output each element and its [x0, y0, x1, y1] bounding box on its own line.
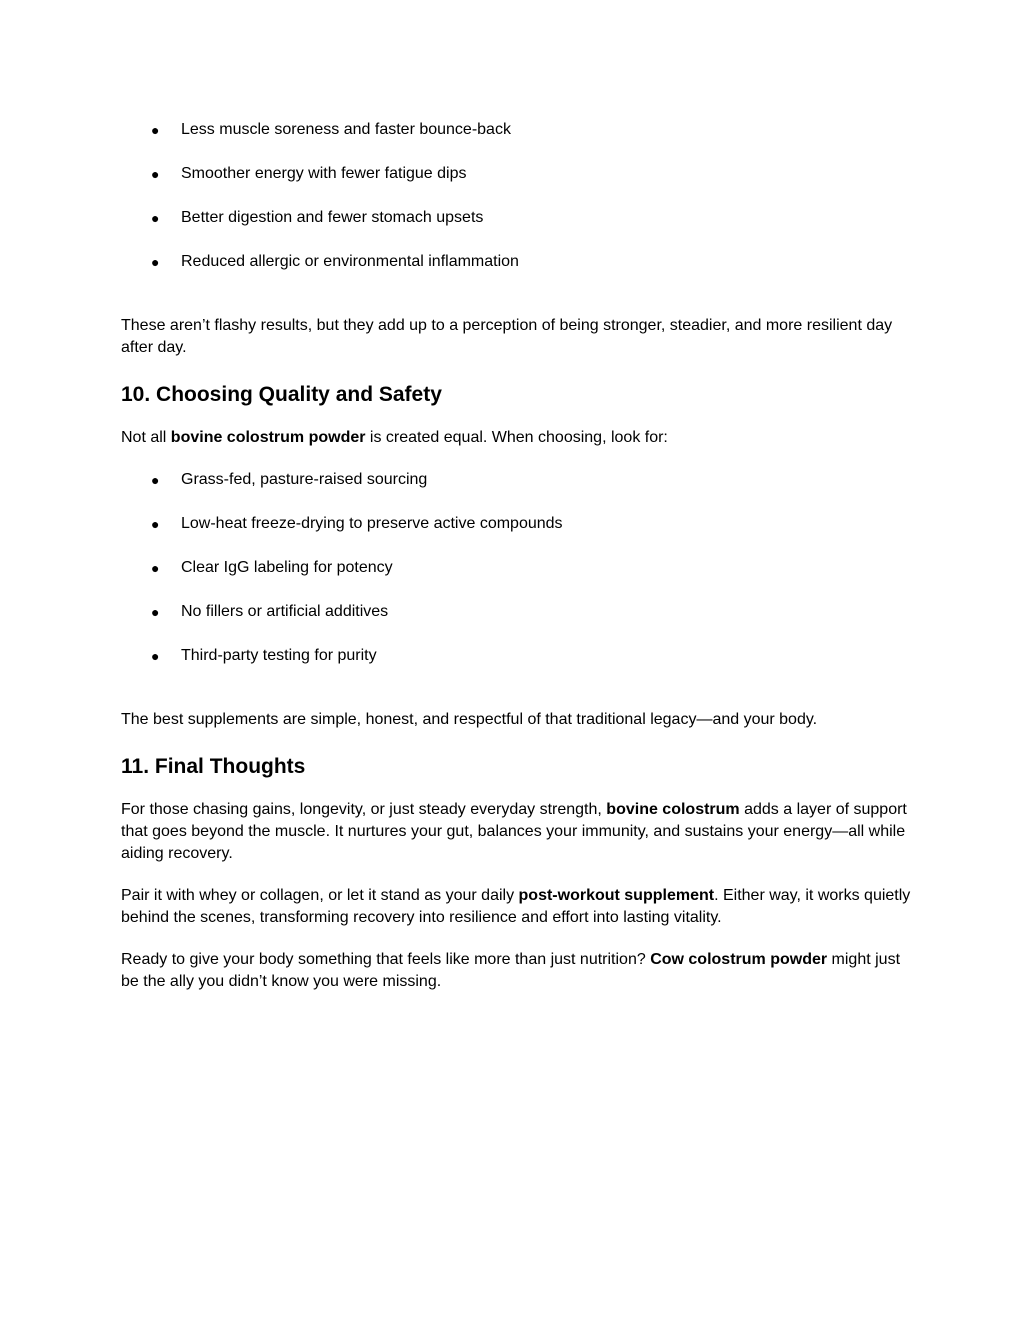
list-item-text: Third-party testing for purity: [181, 647, 377, 664]
list-item: [121, 601, 911, 623]
final-thoughts-paragraph-2: [121, 885, 911, 929]
paragraph-bold-text: Cow colostrum powder: [650, 951, 828, 968]
paragraph-text: For those chasing gains, longevity, or just steady everyday strength,: [121, 801, 607, 818]
list-item-text: No fillers or artificial additives: [181, 603, 389, 620]
paragraph-bold-text: post-workout supplement: [518, 887, 715, 904]
paragraph-text-end: might just be the ally you didn’t know you were missing.: [121, 951, 901, 990]
list-item: [121, 163, 911, 185]
section-10-closing: The best supplements are simple, honest, and respectful of that traditional legacy—and your body.: [121, 711, 818, 728]
list-item-text: Low-heat freeze-drying to preserve active compounds: [181, 515, 563, 532]
list-item-text: Better digestion and fewer stomach upsets: [181, 209, 484, 226]
paragraph-text-end: . Either way, it works quietly behind the scenes, transforming recovery into resilience and effort into lasting vitality.: [121, 887, 911, 926]
list-item-text: Reduced allergic or environmental inflammation: [181, 253, 519, 270]
list-item: [121, 557, 911, 579]
bullet-icon: ●: [151, 166, 160, 182]
bullet-icon: ●: [151, 560, 160, 576]
intro-bold-text: bovine colostrum powder: [170, 429, 366, 446]
list-item: [121, 119, 911, 141]
bullet-icon: ●: [151, 210, 160, 226]
list-item: [121, 469, 911, 491]
paragraph-bold-text: bovine colostrum: [606, 801, 740, 818]
results-paragraph: These aren’t flashy results, but they add up to a perception of being stronger, steadier, and more resilient day after day.: [121, 317, 893, 356]
list-item-text: Less muscle soreness and faster bounce-back: [181, 121, 511, 138]
bullet-icon: ●: [151, 472, 160, 488]
list-item: [121, 207, 911, 229]
final-thoughts-paragraph-1: [121, 799, 911, 865]
paragraph-text: Pair it with whey or collagen, or let it stand as your daily: [121, 887, 519, 904]
section-10-intro: [121, 427, 911, 449]
list-item-text: Grass-fed, pasture-raised sourcing: [181, 471, 428, 488]
section-11-heading: 11. Final Thoughts: [121, 755, 306, 778]
paragraph-text-end: adds a layer of support that goes beyond the muscle. It nurtures your gut, balances your immunity, and sustains your energy—all while aiding recovery.: [121, 801, 907, 862]
bullet-icon: ●: [151, 516, 160, 532]
list-item: [121, 251, 911, 273]
intro-text-end: is created equal. When choosing, look for:: [365, 429, 668, 446]
bullet-icon: ●: [151, 648, 160, 664]
list-item-text: Clear IgG labeling for potency: [181, 559, 393, 576]
bullet-icon: ●: [151, 254, 160, 270]
bullet-icon: ●: [151, 604, 160, 620]
list-item: [121, 513, 911, 535]
quality-checklist: [121, 469, 911, 667]
list-item: [121, 645, 911, 667]
paragraph-text: Ready to give your body something that feels like more than just nutrition?: [121, 951, 651, 968]
final-thoughts-paragraph-3: [121, 949, 911, 993]
list-item-text: Smoother energy with fewer fatigue dips: [181, 165, 467, 182]
document-content: [121, 116, 911, 993]
bullet-icon: ●: [151, 122, 160, 138]
benefits-list: [121, 119, 911, 273]
section-10-heading: 10. Choosing Quality and Safety: [121, 383, 442, 406]
intro-text: Not all: [121, 429, 171, 446]
